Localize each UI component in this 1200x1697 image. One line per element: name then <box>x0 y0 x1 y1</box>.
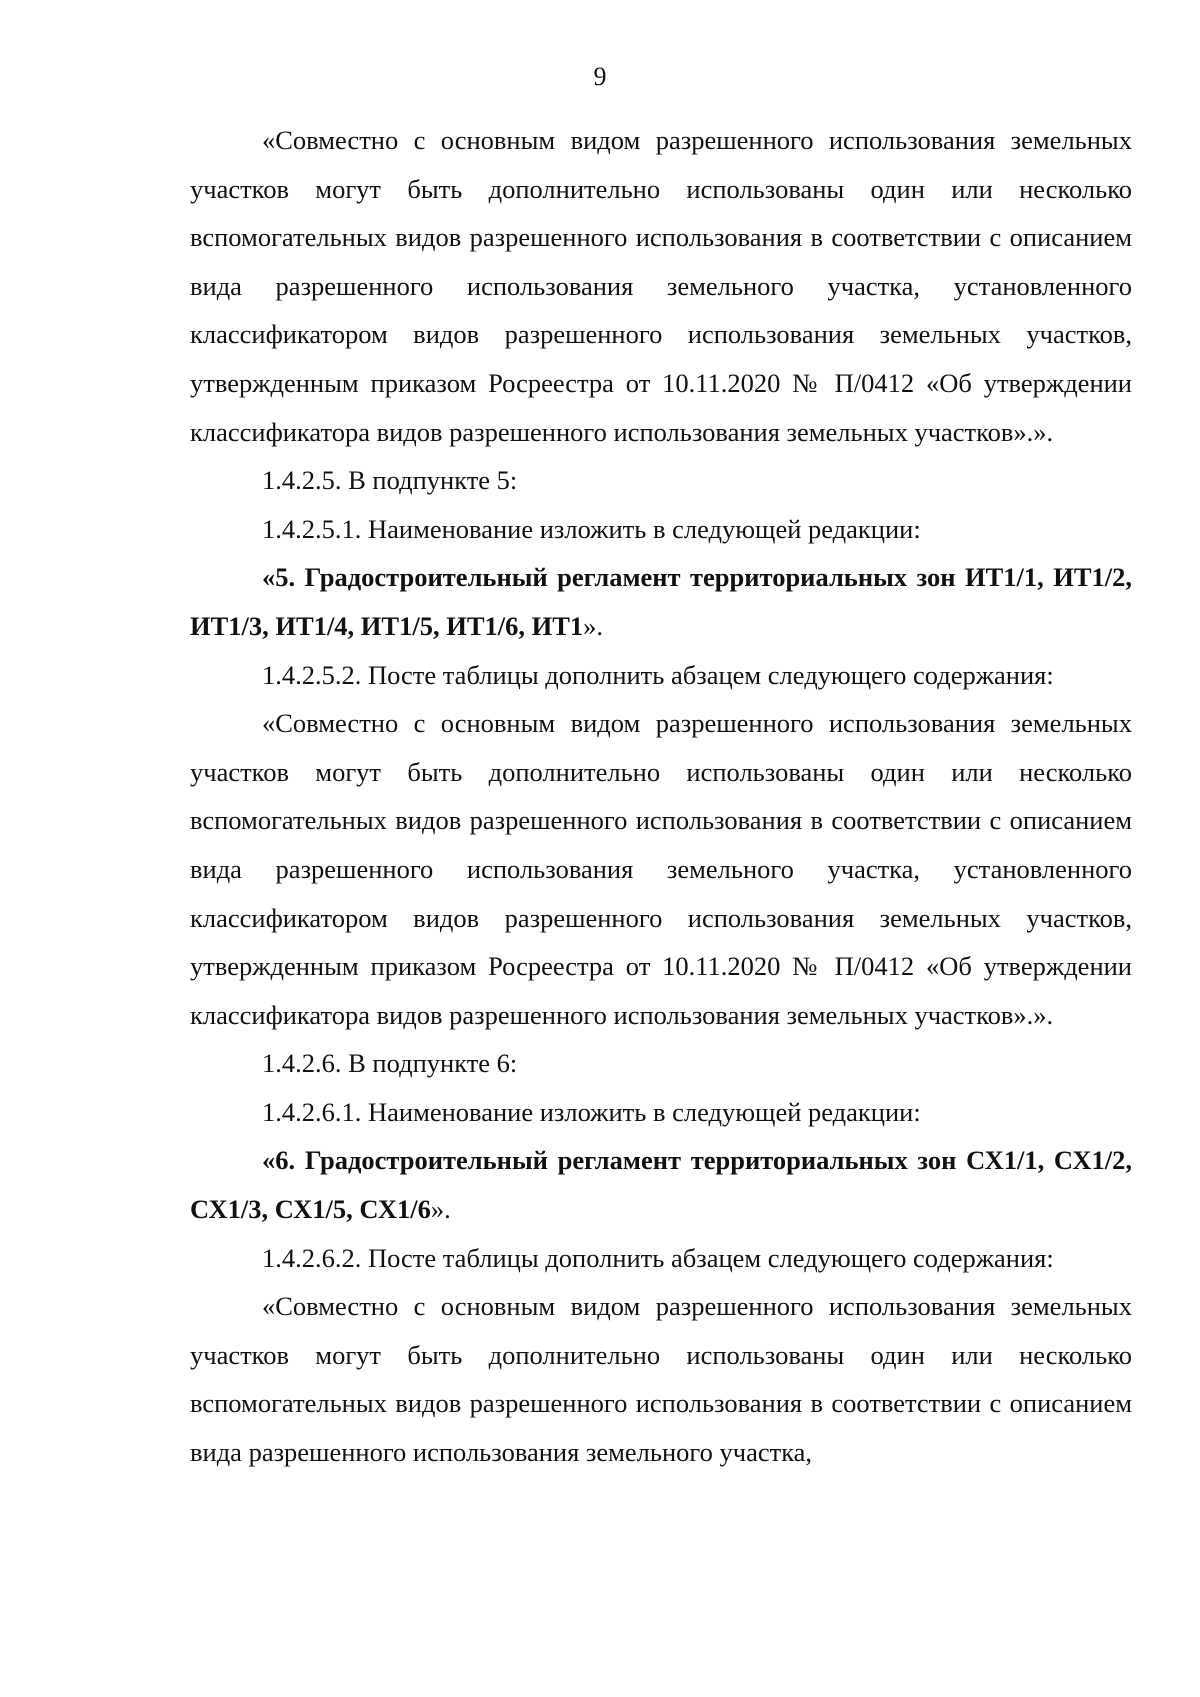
paragraph-subpoint-1-4-2-5: 1.4.2.5. В подпункте 5: <box>262 465 518 496</box>
heading-regulation-zones-it-text: «5. Градостроительный регламент территориальных зон ИТ1/1, ИТ1/2, ИТ1/3, ИТ1/4, ИТ1/5, ИТ1/6, ИТ1 <box>190 562 1132 641</box>
heading-regulation-zones-sx-text: «6. Градостроительный регламент территориальных зон СХ1/1, СХ1/2, СХ1/3, СХ1/5, СХ1/6 <box>190 1145 1132 1225</box>
heading-regulation-zones-it <box>190 553 1132 650</box>
paragraph-subpoint-1-4-2-6: 1.4.2.6. В подпункте 6: <box>262 1048 518 1079</box>
paragraph-subpoint-1-4-2-5-2: 1.4.2.5.2. Посте таблицы дополнить абзацем следующего содержания: <box>262 659 1054 690</box>
paragraph-auxiliary-use-clause: «Совместно с основным видом разрешенного использования земельных участков могут быть дополнительно использованы один или несколько вспомогательных видов разрешенного использования в соответствии с описанием вида разрешенного использования земельного участка, установленного классификатором видов разрешенного использования земельных участков, утвержденным приказом Росреестра от 10.11.2020 № П/0412 «Об утверждении классификатора видов разрешенного использования земельных участков».». <box>190 125 1132 447</box>
paragraph-auxiliary-use-clause: «Совместно с основным видом разрешенного использования земельных участков могут быть дополнительно использованы один или несколько вспомогательных видов разрешенного использования в соответствии с описанием вида разрешенного использования земельного участка, установленного классификатором видов разрешенного использования земельных участков, утвержденным приказом Росреестра от 10.11.2020 № П/0412 «Об утверждении классификатора видов разрешенного использования земельных участков».». <box>190 708 1132 1030</box>
paragraph-subpoint-1-4-2-6-2: 1.4.2.6.2. Посте таблицы дополнить абзацем следующего содержания: <box>262 1242 1054 1273</box>
heading-regulation-zones-sx <box>190 1136 1132 1233</box>
document-body <box>190 116 1132 1477</box>
page-number: 9 <box>593 62 607 91</box>
heading-regulation-zones-it-tail: ». <box>583 610 604 641</box>
paragraph-auxiliary-use-clause: «Совместно с основным видом разрешенного использования земельных участков могут быть дополнительно использованы один или несколько вспомогательных видов разрешенного использования в соответствии с описанием вида разрешенного использования земельного участка, <box>190 1291 1132 1468</box>
heading-regulation-zones-sx-tail: ». <box>430 1194 451 1225</box>
paragraph-subpoint-1-4-2-5-1: 1.4.2.5.1. Наименование изложить в следующей редакции: <box>262 513 921 544</box>
paragraph-subpoint-1-4-2-6-1: 1.4.2.6.1. Наименование изложить в следующей редакции: <box>262 1096 921 1127</box>
